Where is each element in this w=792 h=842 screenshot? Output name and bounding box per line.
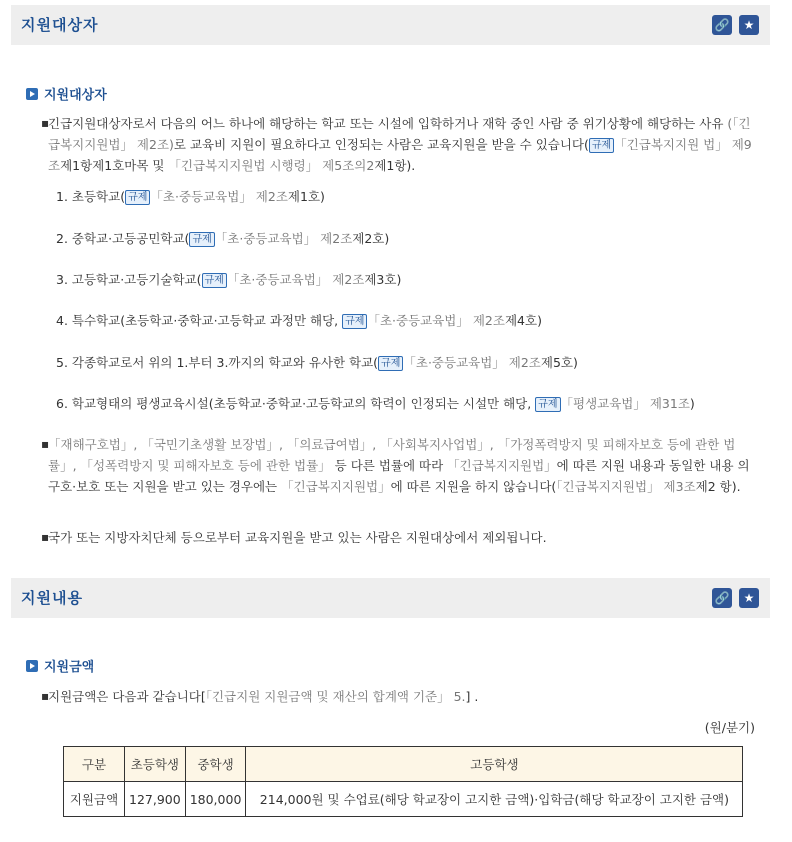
section-title: 지원내용	[21, 589, 83, 607]
law-link[interactable]: 「긴급지원 지원금액 및 재산의 합계액 기준」 5.	[205, 689, 466, 704]
law-link[interactable]: 「긴급복지지원법」 제3조	[556, 479, 696, 494]
regulation-tag[interactable]: 규제	[125, 190, 150, 205]
column-header: 중학생	[185, 747, 246, 782]
subheading-amount	[26, 656, 94, 675]
law-link[interactable]: 「초·중등교육법」 제2조	[367, 313, 505, 328]
regulation-tag[interactable]: 규제	[535, 397, 560, 412]
table-row	[64, 782, 743, 817]
law-link[interactable]: 「초·중등교육법」 제2조	[214, 231, 353, 246]
star-icon[interactable]: ★	[739, 588, 759, 608]
table-cell: 127,900	[125, 782, 186, 817]
column-header: 초등학생	[125, 747, 186, 782]
text: 제1항).	[374, 158, 416, 173]
regulation-tag[interactable]: 규제	[589, 138, 614, 153]
section-header-target	[11, 5, 770, 45]
table-cell: 지원금액	[64, 782, 125, 817]
table-header-row	[64, 747, 743, 782]
subheading-label: 지원금액	[44, 660, 95, 675]
list-item: 6. 학교형태의 평생교육시설(초등학교·중학교·고등학교의 학력이 인정되는 시설만 해당, 규제 「평생교육법」 제31조)	[56, 396, 695, 411]
table-cell: 180,000	[185, 782, 246, 817]
bullet-icon: ▪	[41, 689, 50, 703]
section-title: 지원대상자	[21, 16, 99, 34]
table-cell: 214,000원 및 수업료(해당 학교장이 고지한 금액)·입학금(해당 학교장이 고지한 금액)	[246, 782, 743, 817]
text: 긴급지원대상자로서 다음의 어느 하나에 해당하는 학교 또는 시설에 입학하거나 재학 중인 사람 중 위기상황에 해당하는 사유	[48, 116, 724, 131]
list-item: 3. 고등학교·고등기술학교( 규제 「초·중등교육법」 제2조제3호)	[56, 272, 402, 287]
subheading-label: 지원대상자	[44, 88, 107, 103]
exclusion-paragraph-2: ▪ 국가 또는 지방자치단체 등으로부터 교육지원을 받고 있는 사람은 지원대상에서 제외됩니다.	[48, 527, 756, 548]
law-link[interactable]: (「긴급복지지원법」 제2조)	[48, 116, 751, 152]
list-item: 2. 중학교·고등공민학교( 규제 「초·중등교육법」 제2조제2호)	[56, 231, 390, 246]
list-item: 5. 각종학교로서 위의 1.부터 3.까지의 학교와 유사한 학교( 규제 「초·중등교육법」 제2조제5호)	[56, 355, 578, 370]
link-icon[interactable]: 🔗	[712, 588, 732, 608]
star-icon[interactable]: ★	[739, 15, 759, 35]
subheading-target	[26, 84, 107, 103]
law-link[interactable]: 「초·중등교육법」 제2조	[226, 272, 365, 287]
law-link[interactable]: 「평생교육법」 제31조	[560, 396, 690, 411]
law-link[interactable]: 「초·중등교육법」 제2조	[403, 355, 541, 370]
law-link[interactable]: 률」, 「성폭력방지 및 피해자보호 등에 관한 법률」	[48, 458, 331, 473]
text: 로 교육비 지원이 필요하다고 인정되는 사람은 교육지원을 받을 수 있습니다(	[173, 137, 589, 152]
section-header-content	[11, 578, 770, 618]
law-link[interactable]: 「재해구호법」, 「국민기초생활 보장법」, 「의료급여법」, 「사회복지사업법」, 「가정폭력방지 및 피해자보호 등에 관한 법	[48, 437, 736, 452]
amount-table	[63, 746, 743, 817]
link-icon[interactable]: 🔗	[712, 15, 732, 35]
regulation-tag[interactable]: 규제	[378, 356, 403, 371]
bullet-icon: ▪	[41, 530, 50, 544]
regulation-tag[interactable]: 규제	[189, 232, 214, 247]
law-link[interactable]: 「긴급복지지원법」	[447, 458, 557, 473]
column-header: 구분	[64, 747, 125, 782]
regulation-tag[interactable]: 규제	[342, 314, 367, 329]
unit-label: (원/분기)	[704, 720, 755, 735]
exclusion-paragraph: ▪ 「재해구호법」, 「국민기초생활 보장법」, 「의료급여법」, 「사회복지사업법」, 「가정폭력방지 및 피해자보호 등에 관한 법 률」, 「성폭력방지 및 피해자보호 등에 관한 법률」 등 다른 법률에 따라 「긴급복지지원법」에 따른 지원 내용과 동일한 내용 의 구호·보호 또는 지원을 받고 있는 경우에는 「긴급복지지원법」에 따른 지원을 하지 않습니다(「긴급복지지원법」 제3조제2 항).	[48, 434, 756, 497]
bullet-icon: ▪	[41, 116, 50, 130]
text: 제1항제1호마목 및	[60, 158, 169, 173]
law-link[interactable]: 법」 제9조	[48, 137, 752, 173]
law-link[interactable]: 「긴급복지지원	[614, 137, 700, 152]
arrow-icon	[26, 660, 38, 672]
regulation-tag[interactable]: 규제	[202, 273, 227, 288]
eligibility-paragraph	[41, 113, 756, 176]
amount-paragraph: ▪ 지원금액은 다음과 같습니다[「긴급지원 지원금액 및 재산의 합계액 기준」 5.] .	[48, 686, 756, 707]
law-link[interactable]: 「긴급복지지원법」	[281, 479, 391, 494]
list-item: 1. 초등학교( 규제 「초·중등교육법」 제2조제1호)	[56, 189, 325, 204]
law-link[interactable]: 「초·중등교육법」 제2조	[150, 189, 288, 204]
bullet-icon: ▪	[41, 437, 50, 451]
arrow-icon	[26, 88, 38, 100]
column-header: 고등학생	[246, 747, 743, 782]
law-link[interactable]: 「긴급복지지원법 시행령」 제5조의2	[168, 158, 375, 173]
list-item: 4. 특수학교(초등학교·중학교·고등학교 과정만 해당, 규제 「초·중등교육법」 제2조제4호)	[56, 313, 542, 328]
